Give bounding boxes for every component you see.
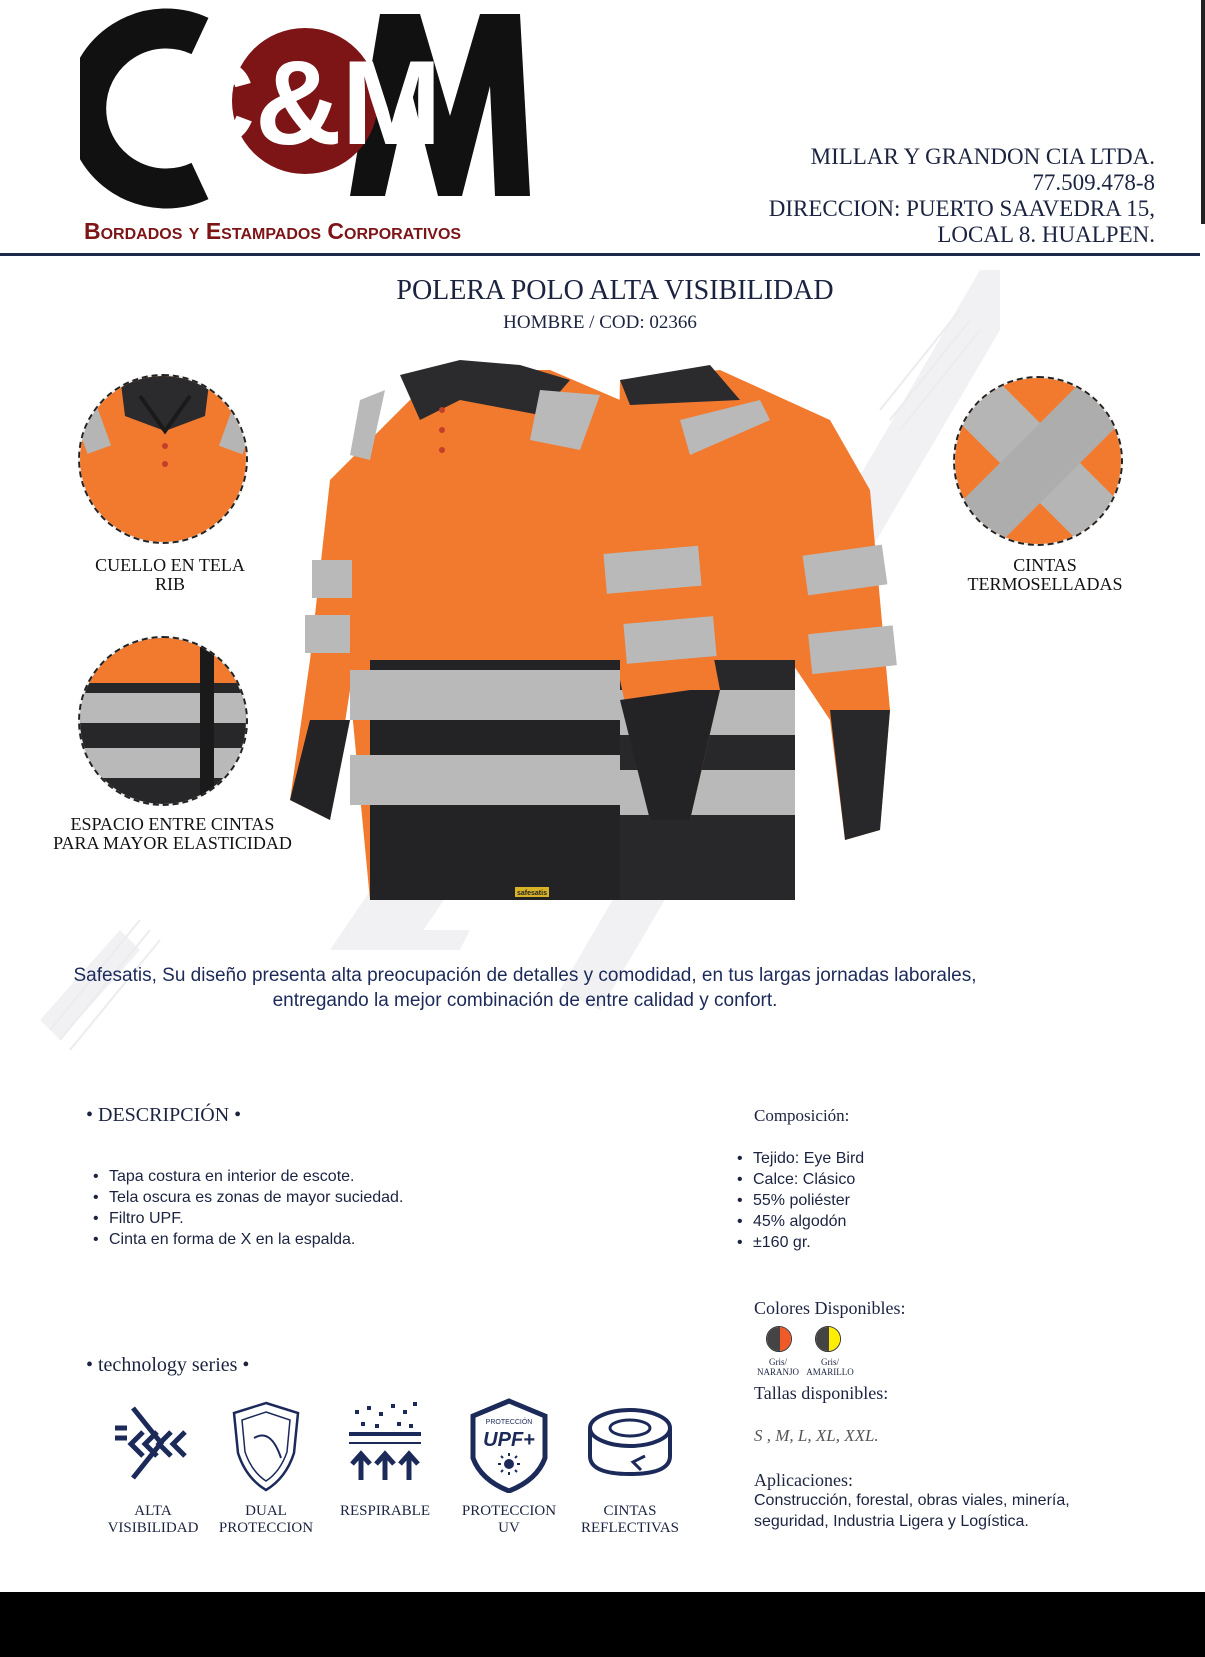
spacing-label-line2: PARA MAYOR ELASTICIDAD bbox=[53, 833, 292, 853]
product-title: POLERA POLO ALTA VISIBILIDAD bbox=[396, 275, 834, 306]
company-address-line2: LOCAL 8. HUALPEN. bbox=[937, 222, 1155, 247]
composition-item: • Tejido: Eye Bird bbox=[737, 1148, 864, 1169]
logo-mark: C&M bbox=[168, 36, 442, 170]
footer-bar bbox=[0, 1592, 1205, 1657]
color-label-line1: Gris/ bbox=[769, 1357, 787, 1367]
colors-heading: Colores Disponibles: bbox=[754, 1298, 906, 1318]
brand-tagline: Bordados y Estampados Corporativos bbox=[84, 218, 462, 244]
spacing-detail-image bbox=[78, 636, 248, 806]
tech-item-reflective-tape bbox=[570, 1398, 690, 1537]
product-tagline bbox=[60, 963, 990, 1013]
tech-label-line2: UV bbox=[498, 1520, 520, 1536]
color-label-line2: AMARILLO bbox=[806, 1367, 854, 1377]
color-label-line2: NARANJO bbox=[756, 1367, 799, 1377]
applications-text: Construcción, forestal, obras viales, minería, seguridad, Industria Ligera y Logística. bbox=[754, 1492, 1070, 1530]
tech-label-line2: PROTECCION bbox=[218, 1520, 314, 1536]
tapes-label-line1: CINTAS bbox=[1013, 555, 1077, 575]
tech-label-line2: VISIBILIDAD bbox=[107, 1520, 199, 1536]
description-item: • Tela oscura es zonas de mayor suciedad. bbox=[93, 1187, 403, 1208]
color-label-gris-naranjo bbox=[748, 1357, 808, 1377]
description-item: • Tapa costura en interior de escote. bbox=[93, 1166, 403, 1187]
shirt-brand-label: safesatis bbox=[517, 890, 547, 897]
color-label-gris-amarillo bbox=[800, 1357, 860, 1377]
tagline-line2: entregando la mejor combinación de entre calidad y confort. bbox=[272, 990, 778, 1011]
company-rut: 77.509.478-8 bbox=[1032, 170, 1155, 195]
collar-label-line2: RIB bbox=[154, 574, 185, 594]
tech-label-line2: REFLECTIVAS bbox=[580, 1520, 680, 1536]
collar-detail-image bbox=[78, 374, 248, 544]
description-item: • Cinta en forma de X en la espalda. bbox=[93, 1229, 403, 1250]
sizes-values: S , M, L, XL, XXL. bbox=[754, 1426, 879, 1445]
product-subtitle: HOMBRE / COD: 02366 bbox=[503, 312, 697, 333]
tech-item-dual-protection bbox=[206, 1398, 326, 1537]
tech-label-line1: CINTAS bbox=[603, 1503, 657, 1519]
breathable-icon bbox=[345, 1398, 425, 1493]
brand-logo bbox=[80, 6, 540, 246]
company-info bbox=[769, 144, 1155, 248]
side-rule bbox=[1201, 0, 1205, 224]
tapes-detail-label bbox=[955, 556, 1135, 594]
upf-shield-icon bbox=[467, 1398, 551, 1493]
high-visibility-icon bbox=[113, 1398, 193, 1493]
tech-item-breathable bbox=[325, 1398, 445, 1520]
company-name: MILLAR Y GRANDON CIA LTDA. bbox=[810, 144, 1155, 169]
collar-label-line1: CUELLO EN TELA bbox=[95, 555, 245, 575]
tech-label-line1: ALTA bbox=[134, 1503, 172, 1519]
composition-item: • 45% algodón bbox=[737, 1211, 864, 1232]
collar-detail-label bbox=[80, 556, 260, 594]
description-item: • Filtro UPF. bbox=[93, 1208, 403, 1229]
composition-item: • Calce: Clásico bbox=[737, 1169, 864, 1190]
spacing-detail-label bbox=[50, 815, 295, 853]
tech-label-line1: RESPIRABLE bbox=[339, 1503, 430, 1519]
company-address-line1: DIRECCION: PUERTO SAAVEDRA 15, bbox=[768, 196, 1155, 221]
dual-protection-icon bbox=[226, 1398, 306, 1493]
header-divider bbox=[0, 253, 1200, 256]
color-label-line1: Gris/ bbox=[821, 1357, 839, 1367]
applications-heading: Aplicaciones: bbox=[754, 1470, 853, 1490]
color-swatch-gris-amarillo bbox=[815, 1326, 841, 1352]
composition-item: • 55% poliéster bbox=[737, 1190, 864, 1211]
reflective-tape-icon bbox=[585, 1398, 675, 1493]
sizes-heading: Tallas disponibles: bbox=[754, 1383, 889, 1403]
tagline-line1: Safesatis, Su diseño presenta alta preocupación de detalles y comodidad, en tus largas jornadas laborales, bbox=[73, 965, 977, 986]
composition-item: • ±160 gr. bbox=[737, 1232, 864, 1253]
tech-label-line1: PROTECCION bbox=[461, 1503, 557, 1519]
description-list bbox=[93, 1166, 403, 1250]
color-swatch-gris-naranjo bbox=[766, 1326, 792, 1352]
tapes-detail-image bbox=[953, 376, 1123, 546]
tech-label-line1: DUAL bbox=[245, 1503, 287, 1519]
upf-badge-main: UPF+ bbox=[483, 1429, 535, 1451]
tapes-label-line2: TERMOSELLADAS bbox=[967, 574, 1123, 594]
polo-shirt-image bbox=[290, 360, 930, 920]
technology-heading: • technology series • bbox=[86, 1354, 250, 1376]
upf-badge-top: PROTECCIÓN bbox=[485, 1419, 533, 1426]
tech-item-uv-protection bbox=[449, 1398, 569, 1537]
composition-heading: Composición: bbox=[754, 1106, 850, 1125]
tech-item-high-visibility bbox=[93, 1398, 213, 1537]
description-heading: • DESCRIPCIÓN • bbox=[86, 1104, 242, 1126]
spacing-label-line1: ESPACIO ENTRE CINTAS bbox=[70, 814, 275, 834]
composition-list bbox=[737, 1148, 864, 1253]
